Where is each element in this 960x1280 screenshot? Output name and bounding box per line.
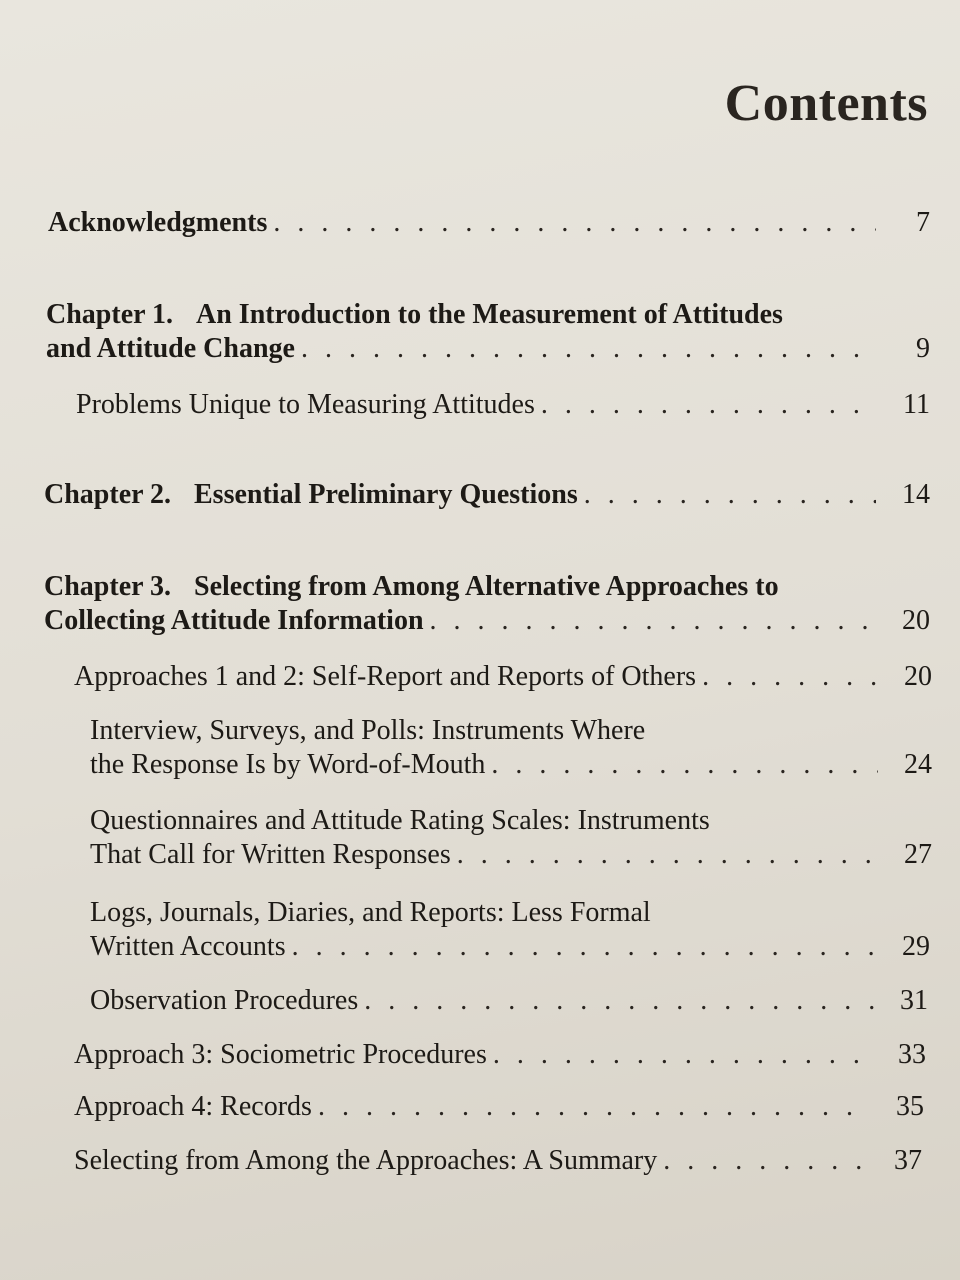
page-number: 20: [904, 661, 932, 692]
entry-title: Approach 3: Sociometric Procedures: [74, 1039, 487, 1070]
page-number: 24: [904, 749, 932, 780]
entry-title-line1: An Introduction to the Measurement of Attitudes: [196, 299, 783, 330]
dot-leader: [541, 388, 876, 422]
page-number: 27: [904, 839, 932, 870]
chapter-label: Chapter 2.: [44, 479, 172, 510]
dot-leader: [584, 478, 876, 512]
dot-leader: [457, 838, 878, 872]
toc-entry-chapter-2: [44, 478, 930, 512]
chapter-label: Chapter 1.: [46, 299, 174, 330]
entry-title: Acknowledgments: [48, 207, 268, 238]
toc-entry-chapter-3: [44, 570, 930, 638]
entry-title-line2: Collecting Attitude Information: [44, 605, 424, 636]
page-number: 31: [900, 985, 928, 1016]
dot-leader: [318, 1090, 870, 1124]
dot-leader: [491, 748, 878, 782]
page-title: Contents: [724, 75, 928, 132]
entry-title-line2: and Attitude Change: [46, 333, 295, 364]
toc-entry-problems-unique: [76, 388, 930, 422]
entry-title: Problems Unique to Measuring Attitudes: [76, 389, 535, 420]
page-number: 20: [902, 605, 930, 636]
dot-leader: [273, 206, 876, 240]
page-number: 7: [916, 207, 930, 238]
page-number: 11: [903, 389, 930, 420]
toc-entry-acknowledgments: [48, 206, 930, 240]
entry-title-line2: Written Accounts: [90, 931, 286, 962]
toc-entry-summary: [74, 1144, 922, 1178]
dot-leader: [292, 930, 876, 964]
dot-leader: [493, 1038, 872, 1072]
entry-title-line1: Selecting from Among Alternative Approaches to: [194, 571, 779, 602]
page-number: 33: [898, 1039, 926, 1070]
dot-leader: [702, 660, 878, 694]
toc-entry-interviews-surveys: [90, 714, 932, 782]
toc-entry-logs-journals: [90, 896, 930, 964]
page-number: 14: [902, 479, 930, 510]
entry-title-line2: That Call for Written Responses: [90, 839, 451, 870]
toc-entry-questionnaires: [90, 804, 932, 872]
entry-title-line1: Questionnaires and Attitude Rating Scales: Instruments: [90, 805, 710, 836]
entry-title-line2: the Response Is by Word-of-Mouth: [90, 749, 486, 780]
dot-leader: [663, 1144, 868, 1178]
entry-title-line1: Logs, Journals, Diaries, and Reports: Less Formal: [90, 897, 651, 928]
page-number: 37: [894, 1145, 922, 1176]
toc-entry-chapter-1: [46, 298, 930, 366]
entry-title: Approach 4: Records: [74, 1091, 312, 1122]
toc-entry-approach-4: [74, 1090, 924, 1124]
chapter-label: Chapter 3.: [44, 571, 172, 602]
page-number: 9: [916, 333, 930, 364]
entry-title: Selecting from Among the Approaches: A Summary: [74, 1145, 658, 1176]
entry-title: Observation Procedures: [90, 985, 359, 1016]
page-number: 35: [896, 1091, 924, 1122]
toc-entry-approach-3: [74, 1038, 926, 1072]
entry-title-line1: Interview, Surveys, and Polls: Instruments Where: [90, 715, 646, 746]
entry-title: Essential Preliminary Questions: [194, 479, 578, 510]
dot-leader: [301, 332, 876, 366]
dot-leader: [364, 984, 874, 1018]
page-number: 29: [902, 931, 930, 962]
toc-entry-approaches-1-2: [74, 660, 932, 694]
dot-leader: [430, 604, 876, 638]
toc-entry-observation: [90, 984, 928, 1018]
entry-title: Approaches 1 and 2: Self-Report and Reports of Others: [74, 661, 697, 692]
